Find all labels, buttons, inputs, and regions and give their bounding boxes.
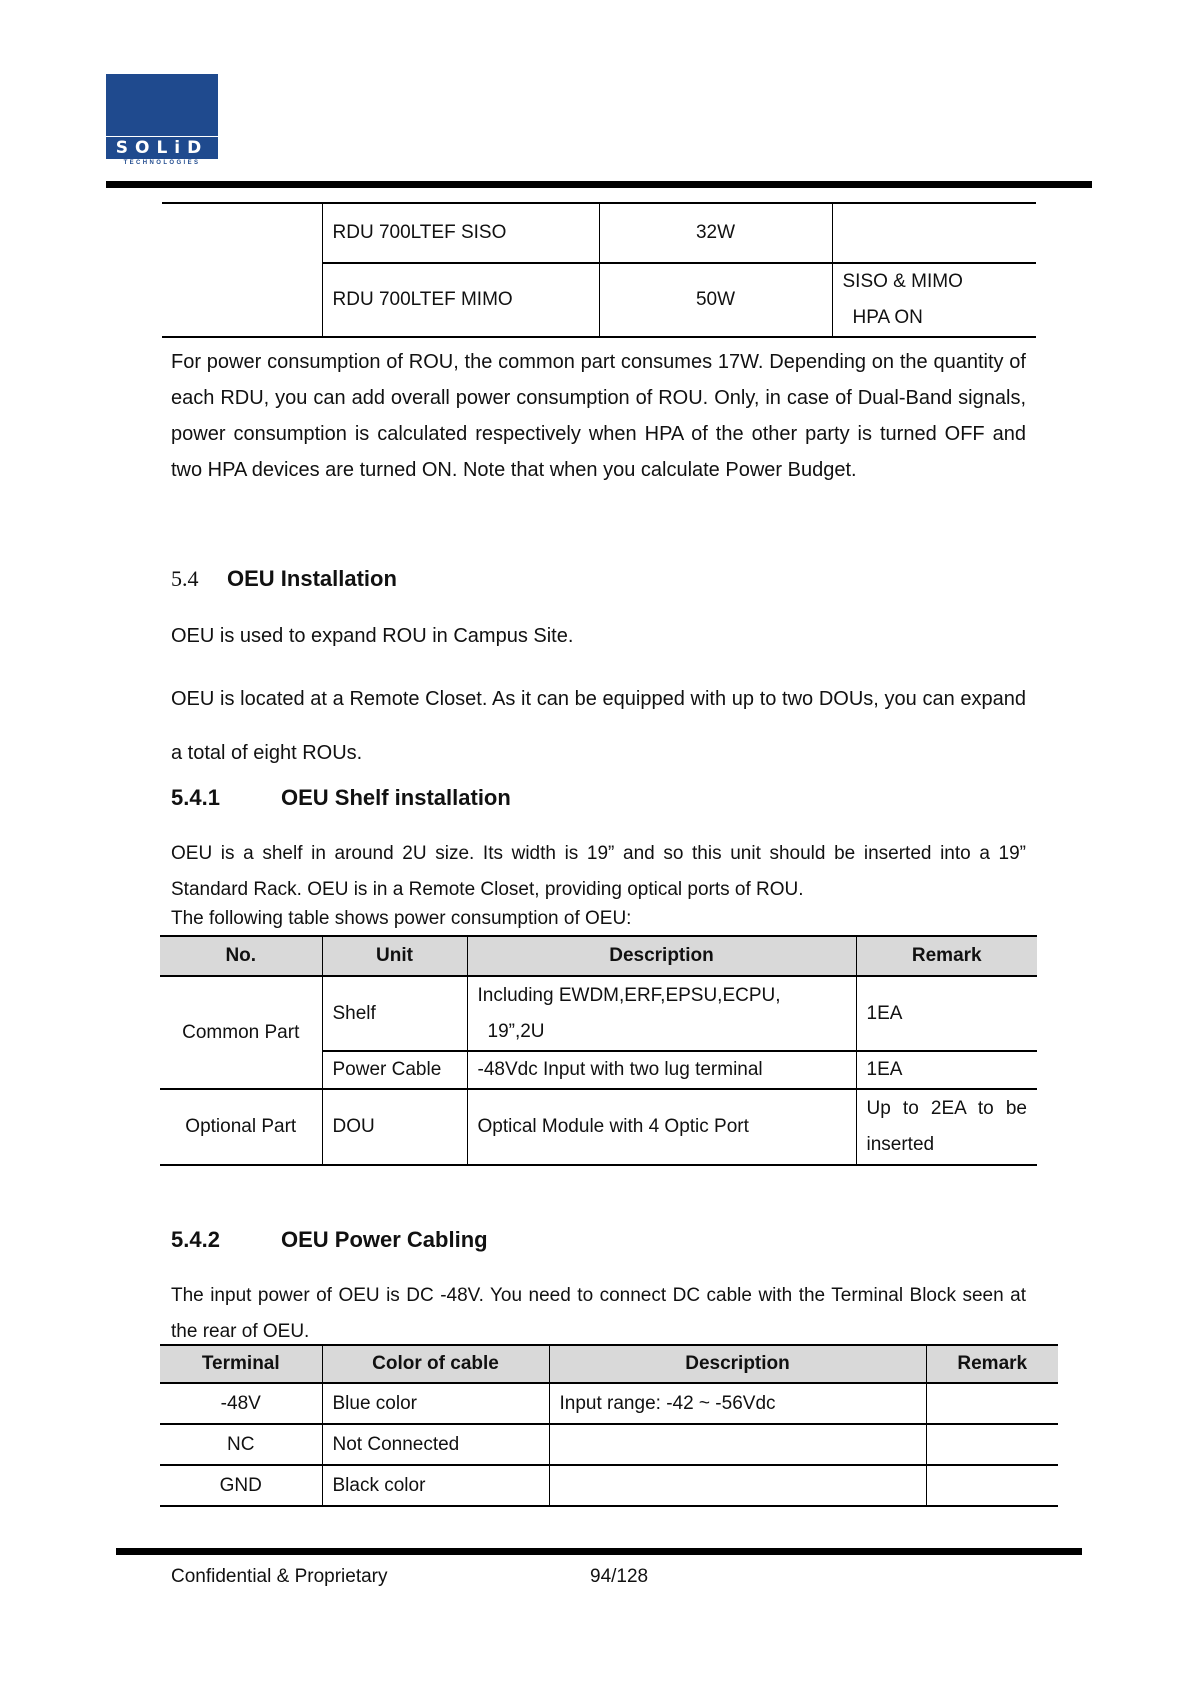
table-cell: Input range: -42 ~ -56Vdc xyxy=(549,1383,926,1424)
table-cell: -48Vdc Input with two lug terminal xyxy=(467,1051,856,1089)
desc-line: 19”,2U xyxy=(487,1020,545,1042)
column-header: Description xyxy=(549,1345,926,1383)
table-cell: RDU 700LTEF SISO xyxy=(322,203,599,263)
section-number: 5.4.2 xyxy=(171,1227,220,1252)
page-number: 94/128 xyxy=(590,1566,649,1587)
table-cell xyxy=(549,1465,926,1506)
cabling-paragraph: The input power of OEU is DC -48V. You need to connect DC cable with the Terminal Block seen at the rear of OEU. xyxy=(171,1285,1026,1342)
company-logo xyxy=(106,74,218,170)
table-row xyxy=(160,1424,1058,1465)
table-cell xyxy=(832,203,1036,263)
oeu-paragraph-2: OEU is located at a Remote Closet. As it can be equipped with up to two DOUs, you can expand a total of eight ROUs. xyxy=(171,688,1026,764)
table-row xyxy=(160,976,1037,1051)
section-title: OEU Shelf installation xyxy=(281,785,511,810)
section-title: OEU Installation xyxy=(227,566,397,591)
table-cell: -48V xyxy=(160,1383,322,1424)
column-header: Remark xyxy=(926,1345,1058,1383)
table-row xyxy=(160,1089,1037,1165)
table-cell xyxy=(926,1465,1058,1506)
section-heading-5-4 xyxy=(171,566,397,592)
table-cell xyxy=(467,976,856,1051)
table-row xyxy=(160,1383,1058,1424)
logo-subtitle: TECHNOLOGIES xyxy=(123,160,201,166)
header-rule xyxy=(106,181,1092,188)
table-cell: Common Part xyxy=(160,976,322,1089)
table-cell xyxy=(832,263,1036,337)
column-header: Terminal xyxy=(160,1345,322,1383)
table-cell: 1EA xyxy=(856,976,1037,1051)
column-header: Description xyxy=(467,936,856,976)
table-cell: Blue color xyxy=(322,1383,549,1424)
table-cell: DOU xyxy=(322,1089,467,1165)
table-cell xyxy=(926,1424,1058,1465)
shelf-paragraph: OEU is a shelf in around 2U size. Its width is 19” and so this unit should be inserted into a 19” Standard Rack. OEU is in a Remote Closet, providing optical ports of ROU. xyxy=(171,843,1026,900)
table-cell xyxy=(549,1424,926,1465)
oeu-paragraph-1: OEU is used to expand ROU in Campus Site. xyxy=(171,625,574,647)
column-header: Unit xyxy=(322,936,467,976)
remark-line: SISO & MIMO xyxy=(842,271,963,292)
section-number: 5.4 xyxy=(171,566,199,591)
table-cell: Black color xyxy=(322,1465,549,1506)
column-header: Color of cable xyxy=(322,1345,549,1383)
table-cell xyxy=(926,1383,1058,1424)
footer-confidential: Confidential & Proprietary xyxy=(171,1566,388,1587)
table-cell: Power Cable xyxy=(322,1051,467,1089)
power-paragraph: For power consumption of ROU, the common part consumes 17W. Depending on the quantity of each RDU, you can add overall power consumption of ROU. Only, in case of Dual-Band signals, power consumption is calculated respectively when HPA of the other party is turned OFF and two HPA devices are turned ON. Note that when you calculate Power Budget. xyxy=(171,351,1026,481)
table-row xyxy=(162,263,1036,337)
column-header: No. xyxy=(160,936,322,976)
table-cell: GND xyxy=(219,1474,262,1496)
table-cell xyxy=(162,203,322,263)
logo-block xyxy=(106,74,218,136)
table-cell: 1EA xyxy=(856,1051,1037,1089)
footer-rule xyxy=(116,1548,1082,1555)
oeu-power-table xyxy=(160,935,1037,1166)
table-cell: Optional Part xyxy=(185,1116,297,1137)
table-intro: The following table shows power consumption of OEU: xyxy=(171,908,632,929)
table-row xyxy=(162,203,1036,263)
section-heading-5-4-2 xyxy=(171,1227,488,1253)
table-cell: NC xyxy=(160,1424,322,1465)
table-row xyxy=(160,1465,1058,1506)
table-cell: Shelf xyxy=(322,976,467,1051)
desc-line: Including EWDM,ERF,EPSU,ECPU, xyxy=(477,984,781,1006)
column-header: Remark xyxy=(856,936,1037,976)
section-number: 5.4.1 xyxy=(171,785,220,810)
table-cell xyxy=(162,263,322,337)
table-cell: Not Connected xyxy=(322,1424,549,1465)
cabling-table xyxy=(160,1344,1058,1507)
table-cell: Up to 2EA to be inserted xyxy=(856,1089,1037,1165)
section-title: OEU Power Cabling xyxy=(281,1227,488,1252)
section-heading-5-4-1 xyxy=(171,785,511,811)
table-cell: RDU 700LTEF MIMO xyxy=(322,263,599,337)
logo-word: SOLiD xyxy=(106,137,218,159)
table-cell: Optical Module with 4 Optic Port xyxy=(467,1089,856,1165)
remark-line: HPA ON xyxy=(852,307,923,328)
rdu-power-table xyxy=(162,202,1036,338)
table-header-row xyxy=(160,936,1037,976)
table-cell: 50W xyxy=(599,263,832,337)
table-cell: 32W xyxy=(599,203,832,263)
table-header-row xyxy=(160,1345,1058,1383)
